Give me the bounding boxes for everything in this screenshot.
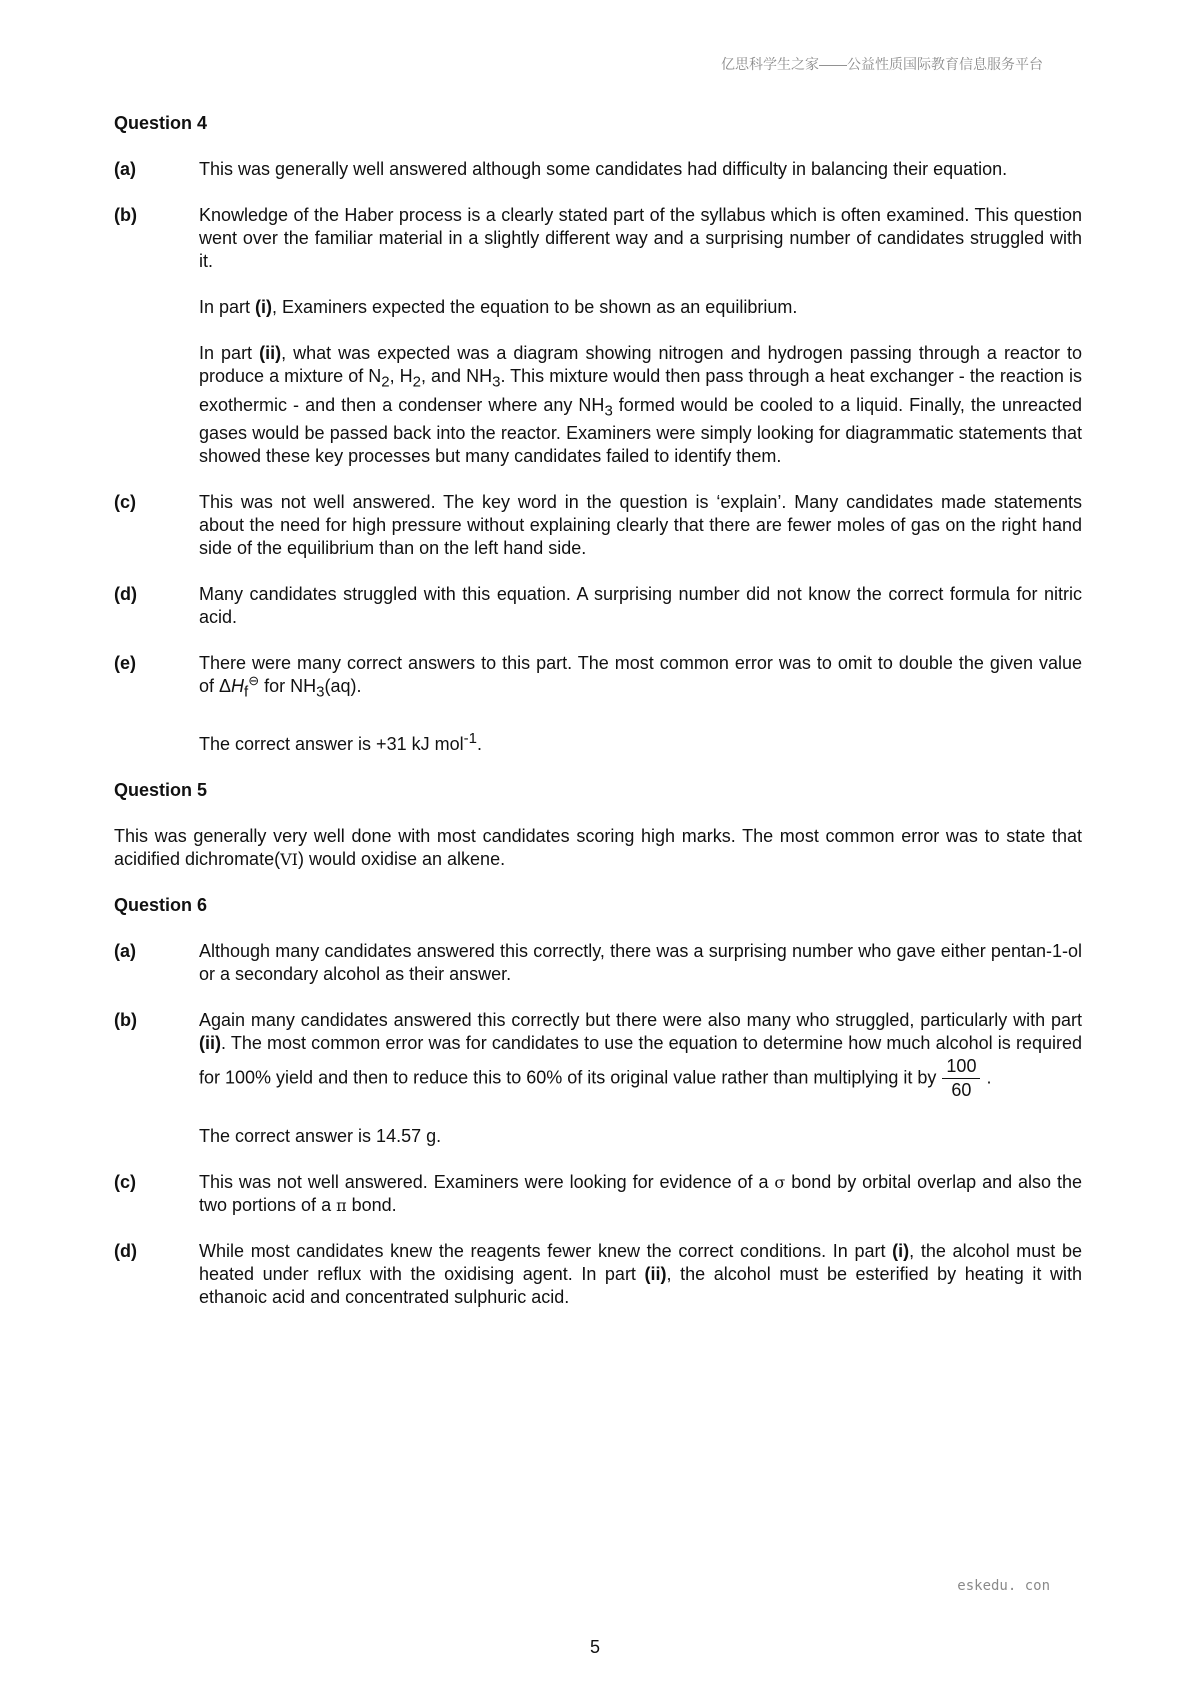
standard-state-symbol: ⊖ [248, 673, 260, 689]
part-label: (e) [114, 653, 136, 674]
part-text: The correct answer is +31 kJ mol$^{-1}$. [199, 729, 482, 754]
part-text: Many candidates struggled with this equation. A surprising number did not know the correct formula for nitric acid. [199, 584, 1082, 628]
part-text: While most candidates knew the reagents fewer knew the correct conditions. In part (i), the alcohol must be heated under reflux with the oxidising agent. In part (ii), the alcohol must be esterified by heating it with ethanoic acid and concentrated sulphuric acid. [199, 1240, 1083, 1307]
q6-part-b [114, 1009, 1082, 1148]
question-6-heading: Question 6 [114, 894, 208, 915]
q4-part-e [114, 652, 1082, 756]
part-text: In part (ii), what was expected was a diagram showing nitrogen and hydrogen passing through a reactor to produce a mixture of $N_2$, $H_2$, and $NH_3$. This mixture would then pass through a heat exchanger - the reaction is exothermic - and then a condenser where any $NH_3$ formed would be cooled to a liquid. Finally, the unreacted gases would be passed back into the reactor. Examiners were simply looking for diagrammatic statements that showed these key processes but many candidates failed to identify them. [199, 343, 1083, 467]
question-4-heading: Question 4 [114, 113, 208, 133]
header-watermark: 亿思科学生之家——公益性质国际教育信息服务平台 [721, 56, 1043, 72]
page-number: 5 [589, 1637, 600, 1657]
question-5-text: This was generally very well done with most candidates scoring high marks. The most common error was to state that acidified dichromate(VI) would oxidise an alkene. [114, 825, 1082, 869]
part-text: This was generally well answered although some candidates had difficulty in balancing their equation. [199, 159, 1008, 179]
question-5-heading: Question 5 [114, 779, 208, 800]
part-text: Knowledge of the Haber process is a clearly stated part of the syllabus which is often examined. This question went over the familiar material in a slightly different way and a surprising number of candidates struggled with it. [199, 205, 1082, 271]
document-body [114, 112, 1082, 1332]
q6-part-a [114, 940, 1082, 986]
q6-part-d [114, 1240, 1082, 1309]
part-text: This was not well answered. Examiners were looking for evidence of a σ bond by orbital overlap and also the two portions of a π bond. [199, 1171, 1082, 1215]
part-label: (d) [114, 584, 137, 605]
q4-part-a [114, 158, 1082, 181]
q4-part-d [114, 583, 1082, 629]
part-text: Again many candidates answered this correctly but there were also many who struggled, particularly with part (ii). The most common error was for candidates to use the equation to determine how much alcohol is required for 100% yield and then to reduce this to 60% of its original value rather than multiplying it by $\frac{100}{60}$ . [199, 1009, 1082, 1100]
part-label: (b) [114, 205, 137, 225]
q4-part-c [114, 491, 1082, 560]
part-label: (a) [114, 940, 136, 961]
part-label: (b) [114, 1009, 137, 1030]
fraction: $\frac{100}{60}$ [942, 1055, 980, 1102]
q6-part-c [114, 1171, 1082, 1217]
part-text: There were many correct answers to this part. The most common error was to omit to double the given value of $\Delta H_f^⊖$ for $NH_3(aq)$. [199, 653, 1082, 701]
footer-site-watermark: eskedu. con [957, 1578, 1050, 1594]
part-label: (c) [114, 1171, 136, 1192]
part-text: In part (i), Examiners expected the equation to be shown as an equilibrium. [199, 297, 798, 317]
part-label: (a) [114, 159, 136, 179]
part-label: (c) [114, 492, 136, 513]
part-label: (d) [114, 1240, 137, 1261]
part-text: The correct answer is 14.57 g. [199, 1125, 442, 1146]
part-text: Although many candidates answered this correctly, there was a surprising number who gave either pentan-1-ol or a secondary alcohol as their answer. [199, 940, 1082, 984]
q4-part-b [114, 204, 1082, 468]
part-text: This was not well answered. The key word in the question is ‘explain’. Many candidates made statements about the need for high pressure without explaining clearly that there are fewer moles of gas on the right hand side of the equilibrium than on the left hand side. [199, 492, 1082, 559]
